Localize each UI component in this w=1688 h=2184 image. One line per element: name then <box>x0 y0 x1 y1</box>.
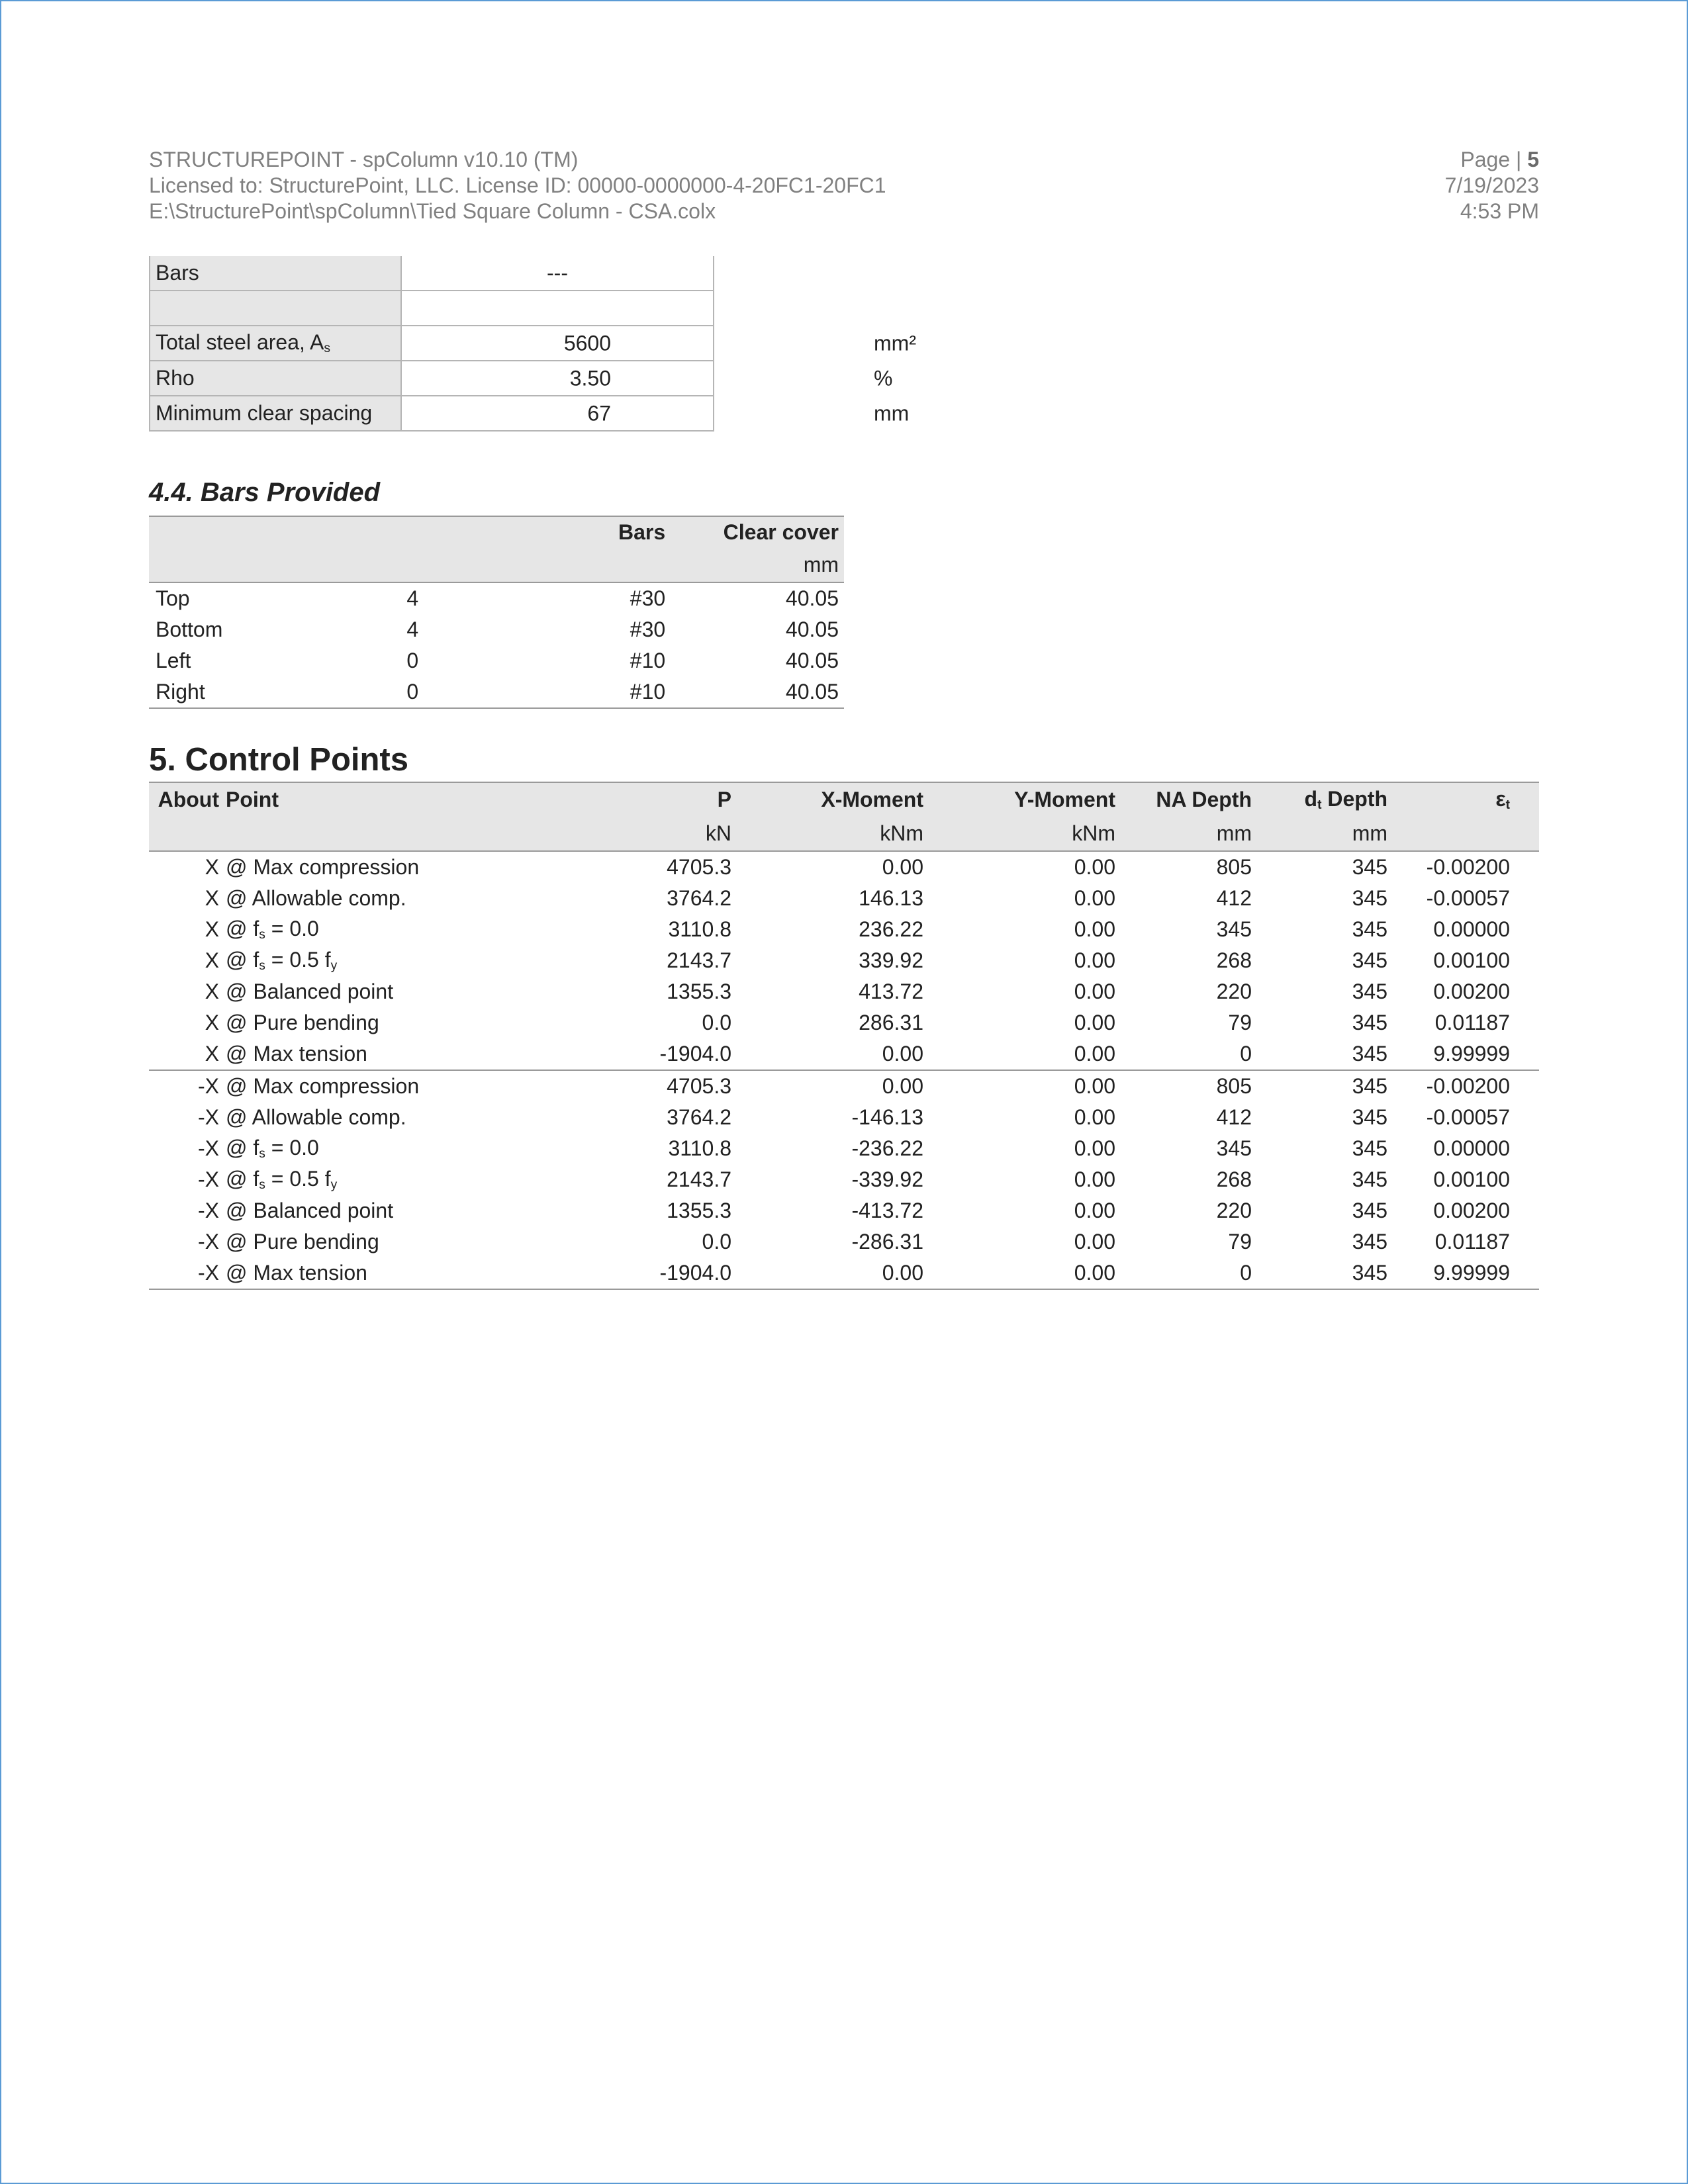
about-cell: X <box>205 917 219 941</box>
page-label: Page | <box>1460 148 1522 171</box>
table-row <box>149 1195 1539 1226</box>
bar-cell: #10 <box>452 676 665 708</box>
x-moment-cell: 146.13 <box>859 886 923 910</box>
col-dt-depth: $d_t$ Depth <box>1252 782 1387 817</box>
unit-clear-cover: mm <box>665 548 844 582</box>
na-depth-cell: 805 <box>1216 1074 1252 1098</box>
table-row <box>149 1164 1539 1195</box>
bars-label: Bars <box>150 256 401 291</box>
about-cell: X <box>205 979 219 1003</box>
table-unit-row <box>149 817 1539 851</box>
spacing-label: Minimum clear spacing <box>150 396 401 431</box>
unit-p: kN <box>550 817 731 851</box>
unit-dt-depth: mm <box>1252 817 1387 851</box>
rho-unit: % <box>874 366 893 390</box>
about-cell: X <box>205 1011 219 1034</box>
count-cell: 4 <box>406 617 419 641</box>
about-cell: X <box>149 1038 219 1070</box>
table-row <box>149 945 1539 976</box>
dt-depth-cell: 345 <box>1352 1230 1387 1253</box>
page-indicator <box>1460 147 1539 173</box>
about-cell: -X <box>198 1199 219 1222</box>
side-cell: Bottom <box>156 617 223 641</box>
x-moment-cell: -339.92 <box>851 1167 923 1191</box>
p-cell: -1904.0 <box>550 1038 731 1070</box>
report-header <box>149 147 1539 224</box>
bars-provided-table <box>149 516 844 709</box>
point-cell: @ Pure bending <box>226 1011 379 1034</box>
dt-depth-cell: 345 <box>1252 1038 1387 1070</box>
table-row <box>150 396 714 431</box>
x-moment-cell: 236.22 <box>859 917 923 941</box>
x-moment-cell: -413.72 <box>851 1199 923 1222</box>
cover-cell: 40.05 <box>665 676 844 708</box>
table-unit-row <box>149 548 844 582</box>
about-cell: -X <box>149 1257 219 1289</box>
y-moment-cell: 0.00 <box>1074 1074 1115 1098</box>
table-row <box>149 1226 1539 1257</box>
table-header-row <box>149 516 844 548</box>
col-y-moment: Y-Moment <box>923 782 1115 817</box>
point-cell: @ $f_s = 0.5$ $f_y$ <box>226 948 338 973</box>
point-cell: @ Max compression <box>226 1074 420 1098</box>
table-row <box>149 1070 1539 1102</box>
steel-summary-table <box>149 256 916 432</box>
area-value: 5600 <box>563 331 611 355</box>
p-cell: 3764.2 <box>667 886 731 910</box>
table-row <box>149 1133 1539 1164</box>
col-epsilon-t: $\varepsilon_t$ <box>1387 782 1539 817</box>
count-cell: 4 <box>406 586 419 610</box>
count-cell: 0 <box>406 649 419 672</box>
y-moment-cell: 0.00 <box>1074 1136 1115 1160</box>
about-cell: -X <box>198 1230 219 1253</box>
dt-depth-cell: 345 <box>1352 1011 1387 1034</box>
epsilon-cell: -0.00057 <box>1426 886 1510 910</box>
p-cell: 1355.3 <box>667 1199 731 1222</box>
x-moment-cell: 339.92 <box>859 948 923 972</box>
p-cell: 3110.8 <box>668 917 731 941</box>
na-depth-cell: 345 <box>1216 1136 1252 1160</box>
area-label: Total steel area, $A_s$ <box>150 326 401 361</box>
report-time: 4:53 PM <box>1460 199 1539 223</box>
dt-depth-cell: 345 <box>1352 1136 1387 1160</box>
p-cell: 0.0 <box>702 1011 731 1034</box>
p-cell: 4705.3 <box>667 1074 731 1098</box>
x-moment-cell: 0.00 <box>882 855 923 879</box>
table-row <box>149 883 1539 914</box>
about-cell: -X <box>198 1167 219 1191</box>
control-points-table <box>149 782 1539 1290</box>
bar-cell: #30 <box>630 617 666 641</box>
dt-depth-cell: 345 <box>1352 1074 1387 1098</box>
p-cell: 1355.3 <box>667 979 731 1003</box>
y-moment-cell: 0.00 <box>1074 917 1115 941</box>
y-moment-cell: 0.00 <box>1074 1105 1115 1129</box>
x-moment-cell: 0.00 <box>731 1257 923 1289</box>
table-header-row <box>149 782 1539 817</box>
rho-label: Rho <box>150 361 401 396</box>
dt-depth-cell: 345 <box>1352 855 1387 879</box>
na-depth-cell: 345 <box>1216 917 1252 941</box>
point-cell: @ Balanced point <box>226 979 394 1003</box>
program-title: STRUCTUREPOINT - spColumn v10.10 (TM) <box>149 148 579 171</box>
col-na-depth: NA Depth <box>1115 782 1252 817</box>
point-cell: @ Allowable comp. <box>226 1105 406 1129</box>
y-moment-cell: 0.00 <box>1074 1167 1115 1191</box>
table-row <box>150 326 714 361</box>
about-cell: X <box>205 855 219 879</box>
na-depth-cell: 79 <box>1228 1230 1252 1253</box>
report-date: 7/19/2023 <box>1444 173 1539 197</box>
na-depth-cell: 220 <box>1216 979 1252 1003</box>
about-cell: -X <box>198 1074 219 1098</box>
y-moment-cell: 0.00 <box>1074 1230 1115 1253</box>
point-cell: @ $f_s = 0.0$ <box>226 1136 319 1161</box>
y-moment-cell: 0.00 <box>1074 1199 1115 1222</box>
epsilon-cell: -0.00200 <box>1426 855 1510 879</box>
y-moment-cell: 0.00 <box>1074 1011 1115 1034</box>
about-cell: X <box>205 886 219 910</box>
col-p: P <box>550 782 731 817</box>
epsilon-cell: 9.99999 <box>1387 1038 1539 1070</box>
x-moment-cell: -236.22 <box>851 1136 923 1160</box>
page-number: 5 <box>1527 148 1539 171</box>
table-row <box>149 1102 1539 1133</box>
rho-value: 3.50 <box>569 366 611 390</box>
license-info: Licensed to: StructurePoint, LLC. License ID: 00000-0000000-4-20FC1-20FC1 <box>149 173 886 197</box>
table-row <box>149 582 844 614</box>
header-line-1 <box>149 147 1539 173</box>
na-depth-cell: 220 <box>1216 1199 1252 1222</box>
y-moment-cell: 0.00 <box>923 1038 1115 1070</box>
bars-provided-heading: 4.4. Bars Provided <box>149 478 381 507</box>
x-moment-cell: 286.31 <box>859 1011 923 1034</box>
epsilon-cell: -0.00057 <box>1426 1105 1510 1129</box>
x-moment-cell: 0.00 <box>882 1074 923 1098</box>
table-row <box>149 1038 1539 1070</box>
point-cell: @ $f_s = 0.5$ $f_y$ <box>226 1167 338 1192</box>
p-cell: 3764.2 <box>667 1105 731 1129</box>
na-depth-cell: 805 <box>1216 855 1252 879</box>
point-cell: @ Balanced point <box>226 1199 394 1222</box>
table-row <box>149 851 1539 883</box>
y-moment-cell: 0.00 <box>1074 948 1115 972</box>
dt-depth-cell: 345 <box>1352 1167 1387 1191</box>
point-cell: @ Max tension <box>219 1038 550 1070</box>
side-cell: Left <box>156 649 191 672</box>
cover-cell: 40.05 <box>785 649 839 672</box>
bars-value: --- <box>547 261 568 285</box>
spacing-value: 67 <box>587 401 611 425</box>
col-bars: Bars <box>452 516 665 548</box>
p-cell: 4705.3 <box>667 855 731 879</box>
epsilon-cell: 0.00200 <box>1433 1199 1510 1222</box>
point-cell: @ Max compression <box>226 855 420 879</box>
about-cell: X <box>205 948 219 972</box>
na-depth-cell: 412 <box>1216 886 1252 910</box>
p-cell: 0.0 <box>702 1230 731 1253</box>
dt-depth-cell: 345 <box>1352 979 1387 1003</box>
unit-x-moment: kNm <box>731 817 923 851</box>
table-row <box>149 614 844 645</box>
control-points-heading: 5. Control Points <box>149 742 408 778</box>
epsilon-cell: 0.00000 <box>1433 1136 1510 1160</box>
na-depth-cell: 268 <box>1216 1167 1252 1191</box>
y-moment-cell: 0.00 <box>1074 979 1115 1003</box>
cover-cell: 40.05 <box>785 586 839 610</box>
header-line-2 <box>149 173 1539 199</box>
table-row <box>150 291 714 326</box>
y-moment-cell: 0.00 <box>923 1257 1115 1289</box>
x-moment-cell: 413.72 <box>859 979 923 1003</box>
epsilon-cell: 0.00100 <box>1433 1167 1510 1191</box>
unit-na-depth: mm <box>1115 817 1252 851</box>
header-line-3 <box>149 199 1539 224</box>
y-moment-cell: 0.00 <box>1074 855 1115 879</box>
file-path: E:\StructurePoint\spColumn\Tied Square Column - CSA.colx <box>149 199 716 223</box>
dt-depth-cell: 345 <box>1352 886 1387 910</box>
col-clear-cover: Clear cover <box>665 516 844 548</box>
epsilon-cell: 0.00100 <box>1433 948 1510 972</box>
col-x-moment: X-Moment <box>731 782 923 817</box>
col-point: Point <box>219 782 550 817</box>
epsilon-cell: 0.00000 <box>1433 917 1510 941</box>
dt-depth-cell: 345 <box>1352 948 1387 972</box>
p-cell: 2143.7 <box>667 948 731 972</box>
about-cell: -X <box>198 1136 219 1160</box>
table-row <box>150 256 714 291</box>
spacing-unit: mm <box>874 401 910 425</box>
about-cell: -X <box>198 1105 219 1129</box>
p-cell: -1904.0 <box>550 1257 731 1289</box>
cover-cell: 40.05 <box>785 617 839 641</box>
unit-y-moment: kNm <box>923 817 1115 851</box>
na-depth-cell: 79 <box>1228 1011 1252 1034</box>
x-moment-cell: 0.00 <box>731 1038 923 1070</box>
point-cell: @ Max tension <box>219 1257 550 1289</box>
table-row <box>149 976 1539 1007</box>
point-cell: @ Pure bending <box>226 1230 379 1253</box>
na-depth-cell: 268 <box>1216 948 1252 972</box>
table-row <box>149 676 844 708</box>
epsilon-cell: -0.00200 <box>1426 1074 1510 1098</box>
count-cell: 0 <box>406 676 452 708</box>
epsilon-cell: 0.01187 <box>1434 1230 1510 1253</box>
dt-depth-cell: 345 <box>1352 1105 1387 1129</box>
table-row <box>149 1007 1539 1038</box>
dt-depth-cell: 345 <box>1252 1257 1387 1289</box>
x-moment-cell: -286.31 <box>851 1230 923 1253</box>
side-cell: Right <box>149 676 406 708</box>
dt-depth-cell: 345 <box>1352 917 1387 941</box>
point-cell: @ Allowable comp. <box>226 886 406 910</box>
dt-depth-cell: 345 <box>1352 1199 1387 1222</box>
p-cell: 3110.8 <box>668 1136 731 1160</box>
p-cell: 2143.7 <box>667 1167 731 1191</box>
point-cell: @ $f_s = 0.0$ <box>226 917 319 942</box>
na-depth-cell: 412 <box>1216 1105 1252 1129</box>
table-row <box>150 361 714 396</box>
table-row <box>149 645 844 676</box>
bar-cell: #10 <box>630 649 666 672</box>
col-about: About <box>149 782 219 817</box>
na-depth-cell: 0 <box>1115 1257 1252 1289</box>
epsilon-cell: 0.00200 <box>1433 979 1510 1003</box>
epsilon-cell: 0.01187 <box>1434 1011 1510 1034</box>
area-unit: mm² <box>874 331 916 355</box>
table-row <box>149 1257 1539 1289</box>
y-moment-cell: 0.00 <box>1074 886 1115 910</box>
bar-cell: #30 <box>630 586 666 610</box>
epsilon-cell: 9.99999 <box>1387 1257 1539 1289</box>
na-depth-cell: 0 <box>1115 1038 1252 1070</box>
x-moment-cell: -146.13 <box>851 1105 923 1129</box>
side-cell: Top <box>156 586 190 610</box>
table-row <box>149 914 1539 945</box>
